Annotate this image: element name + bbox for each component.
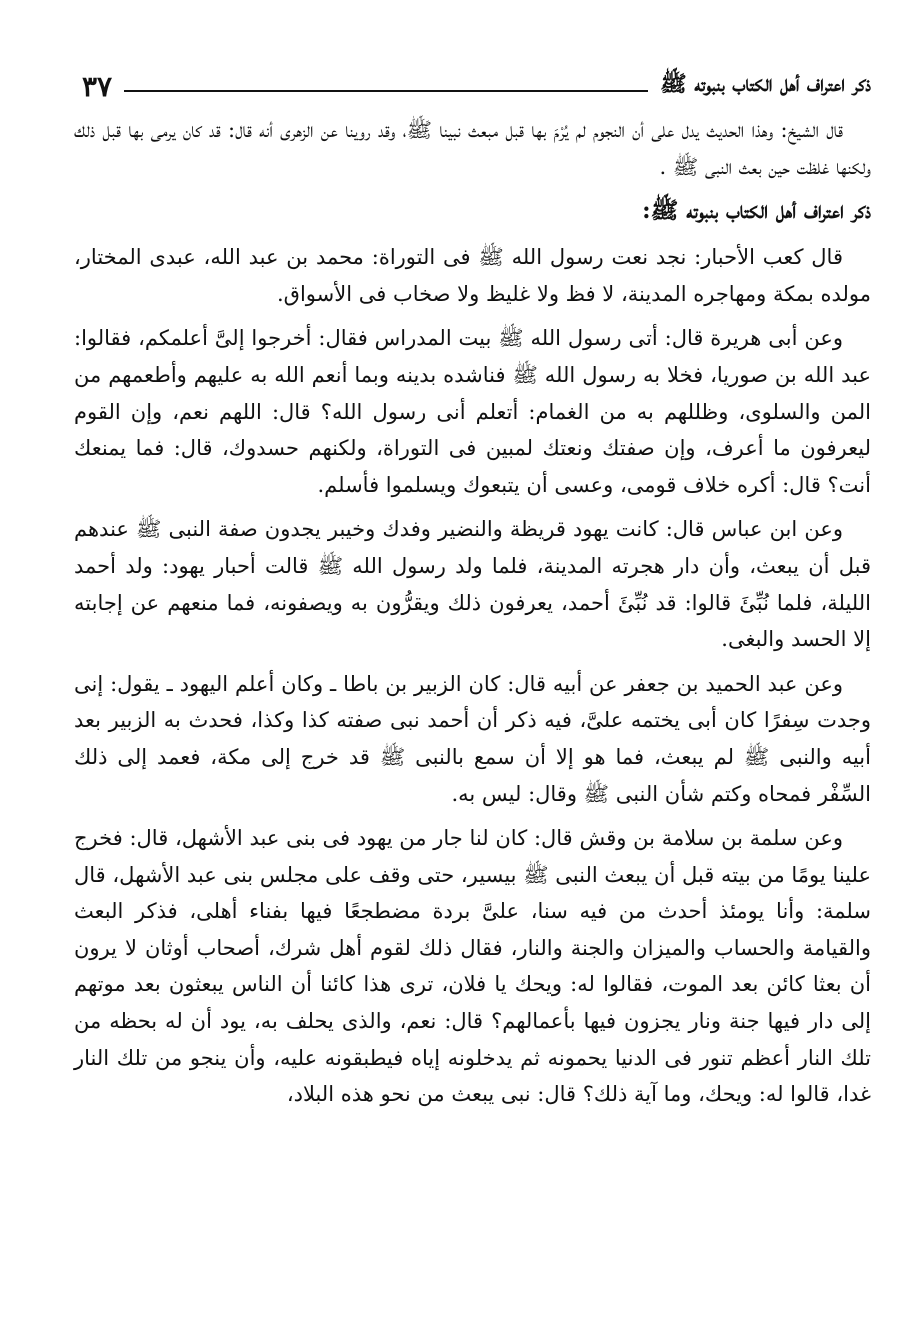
section-heading: ذكر اعتراف أهل الكتاب بنبوته ﷺ: <box>642 197 871 225</box>
paragraph-ibn-abbas: وعن ابن عباس قال: كانت يهود قريظة والنضير وفدك وخيبر يجدون صفة النبى ﷺ عندهم قبل أن يبعث، وأن دار هجرته المدينة، فلما ولد رسول الله ﷺ قالت أحبار يهود: ولد أحمد الليلة، فلما نُبِّئَ قالوا: قد نُبِّئَ أحمد، يعرفون ذلك ويقرُّون به ويصفونه، فما منعهم عن إجابته إلا الحسد والبغى. <box>74 517 871 652</box>
page-body <box>74 112 871 1121</box>
paragraph-abu-hurayra: وعن أبى هريرة قال: أتى رسول الله ﷺ بيت المدراس فقال: أخرجوا إلىَّ أعلمكم، فقالوا: عبد الله بن صوريا، فخلا به رسول الله ﷺ فناشده بدينه وبما أنعم الله به عليهم وأطعمهم من المن والسلوى، وظللهم به من الغمام: أتعلم أنى رسول الله؟ قال: اللهم نعم، وإن القوم ليعرفون ما أعرف، وإن صفتك ونعتك لمبين فى التوراة، ولكنهم حسدوك، قال: فما يمنعك أنت؟ قال: أكره خلاف قومى، وعسى أن يتبعوك ويسلموا فأسلم. <box>74 326 871 497</box>
page-header <box>82 66 871 106</box>
running-title: ذكر اعتراف أهل الكتاب بنبوته ﷺ <box>660 71 871 97</box>
paragraph-sheikh-remark: قال الشيخ: وهذا الحديث يدل على أن النجوم لم يُرْمَ بها قبل مبعث نبينا ﷺ، وقد روينا عن الزهرى أنه قال: قد كان يرمى بها قبل ذلك ولكنها غلظت حين بعث النبى ﷺ . <box>74 118 871 179</box>
page-number: ٣٧ <box>82 69 113 103</box>
paragraph-salama: وعن سلمة بن سلامة بن وقش قال: كان لنا جار من يهود فى بنى عبد الأشهل، قال: فخرج علينا يومًا من بيته قبل أن يبعث النبى ﷺ بيسير، حتى وقف على مجلس بنى عبد الأشهل، قال سلمة: وأنا يومئذ أحدث من فيه سنا، علىَّ بردة مضطجعًا فيها بفناء أهلى، فذكر البعث والقيامة والحساب والميزان والجنة والنار، فقال ذلك لقوم أهل شرك، أصحاب أوثان لا يرون أن بعثا كائن بعد الموت، فقالوا له: ويحك يا فلان، ترى هذا كائنا أن الناس يبعثون بعد موتهم إلى دار فيها جنة ونار يجزون فيها بأعمالهم؟ قال: نعم، والذى يحلف به، يود أن له بحظه من تلك النار أعظم تنور فى الدنيا يحمونه ثم يدخلونه إياه فيطبقونه عليه، وأن ينجو من تلك النار غدا، قالوا له: ويحك، وما آية ذلك؟ قال: نبى يبعث من نحو هذه البلاد، <box>74 826 871 1107</box>
header-rule <box>124 90 648 92</box>
paragraph-abdulhamid: وعن عبد الحميد بن جعفر عن أبيه قال: كان الزبير بن باطا ـ وكان أعلم اليهود ـ يقول: إنى وجدت سِفرًا كان أبى يختمه علىَّ، فيه ذكر أن أحمد نبى صفته كذا وكذا، فحدث به الزبير بعد أبيه والنبى ﷺ لم يبعث، فما هو إلا أن سمع بالنبى ﷺ قد خرج إلى مكة، فعمد إلى ذلك السِّفْر فمحاه وكتم شأن النبى ﷺ وقال: ليس به. <box>74 671 871 806</box>
paragraph-kaab: قال كعب الأحبار: نجد نعت رسول الله ﷺ فى التوراة: محمد بن عبد الله، عبدى المختار، مولده بمكة ومهاجره المدينة، لا فظ ولا غليظ ولا صخاب فى الأسواق. <box>74 245 871 306</box>
